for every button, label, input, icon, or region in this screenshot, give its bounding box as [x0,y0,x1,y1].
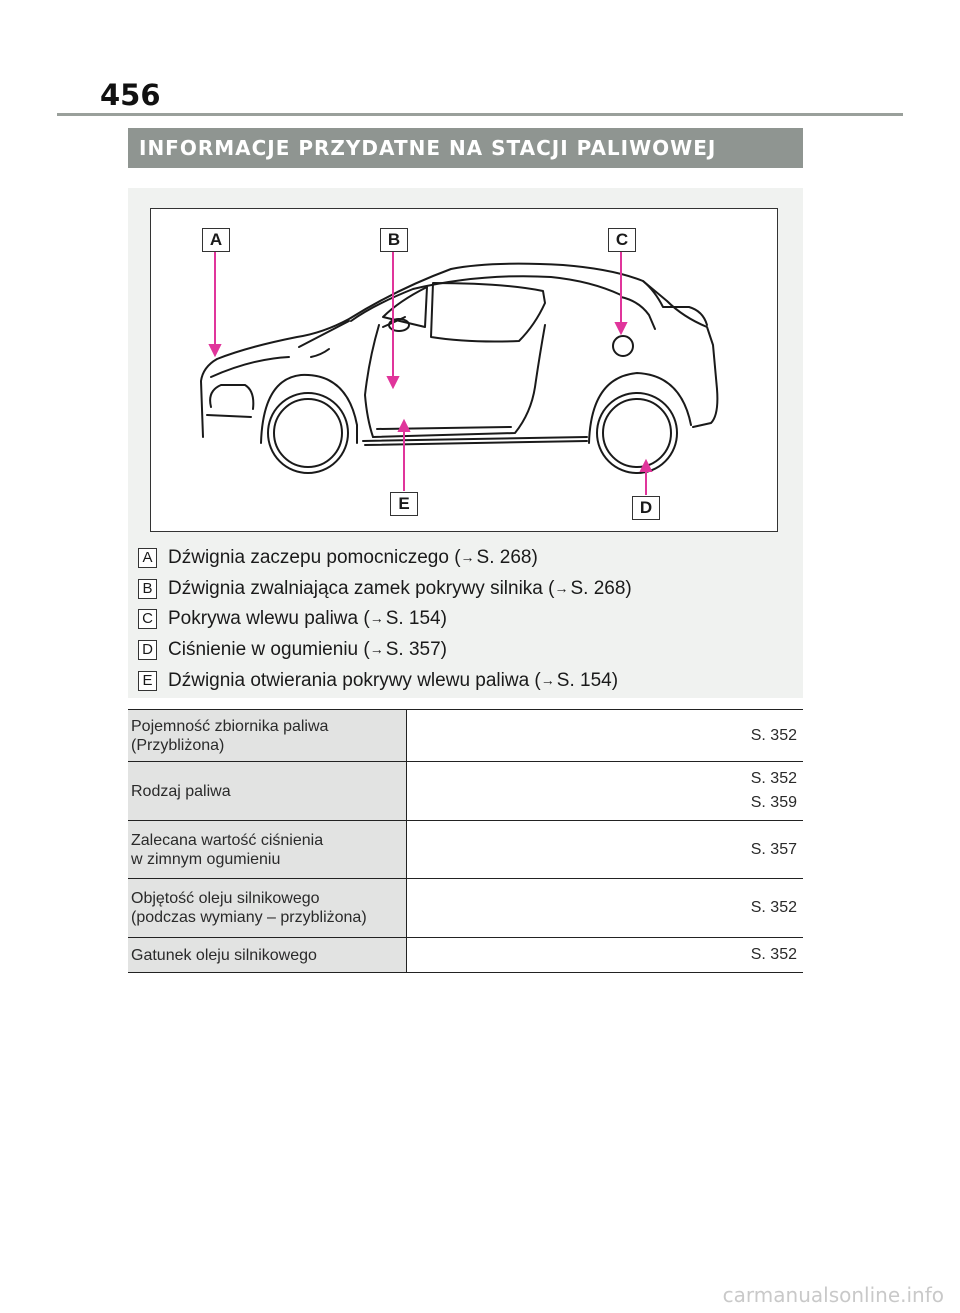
legend-item [138,604,632,635]
spec-page-ref: S. 352 [407,879,804,938]
spec-label: Pojemność zbiornika paliwa (Przybliżona) [128,710,407,762]
spec-page-ref: S. 352 S. 359 [407,762,804,821]
callout-d: D [632,496,660,520]
legend-item [138,665,632,696]
table-row [128,710,803,762]
spec-label: Zalecana wartość ciśnienia w zimnym ogumieniu [128,821,407,879]
spec-page-ref: S. 352 [407,938,804,973]
spec-label: Rodzaj paliwa [128,762,407,821]
spec-label: Gatunek oleju silnikowego [128,938,407,973]
legend-key: C [138,609,157,629]
arrow-right-icon: → [540,671,555,688]
diagram-panel [128,188,803,698]
callout-legend [138,543,632,696]
arrow-right-icon: → [369,641,384,658]
spec-label: Objętość oleju silnikowego (podczas wymiany – przybliżona) [128,879,407,938]
section-title: INFORMACJE PRZYDATNE NA STACJI PALIWOWEJ [128,128,803,168]
legend-text: Dźwignia otwierania pokrywy wlewu paliwa (→ S. 154) [168,669,619,691]
car-diagram [150,208,778,532]
callout-a: A [202,228,230,252]
table-row [128,879,803,938]
arrow-right-icon: → [554,579,569,596]
legend-text: Dźwignia zwalniająca zamek pokrywy silnika (→ S. 268) [168,577,632,599]
callout-b: B [380,228,408,252]
header-divider [57,113,903,116]
spec-table [128,709,803,973]
page-number: 456 [100,78,161,112]
spec-page-ref: S. 357 [407,821,804,879]
callout-c: C [608,228,636,252]
legend-key: D [138,640,157,660]
arrow-right-icon: → [369,610,384,627]
car-side-illustration [151,209,779,533]
callout-e: E [390,492,418,516]
legend-key: E [138,671,157,691]
legend-item [138,635,632,666]
legend-item [138,543,632,574]
legend-text: Dźwignia zaczepu pomocniczego (→ S. 268) [168,547,538,569]
legend-key: B [138,579,157,599]
legend-text: Ciśnienie w ogumieniu (→ S. 357) [168,639,447,661]
table-row [128,821,803,879]
arrow-right-icon: → [460,549,475,566]
table-row [128,762,803,821]
spec-page-ref: S. 352 [407,710,804,762]
legend-text: Pokrywa wlewu paliwa (→ S. 154) [168,608,447,630]
legend-key: A [138,548,157,568]
table-row [128,938,803,973]
watermark: carmanualsonline.info [722,1283,944,1307]
legend-item [138,574,632,605]
